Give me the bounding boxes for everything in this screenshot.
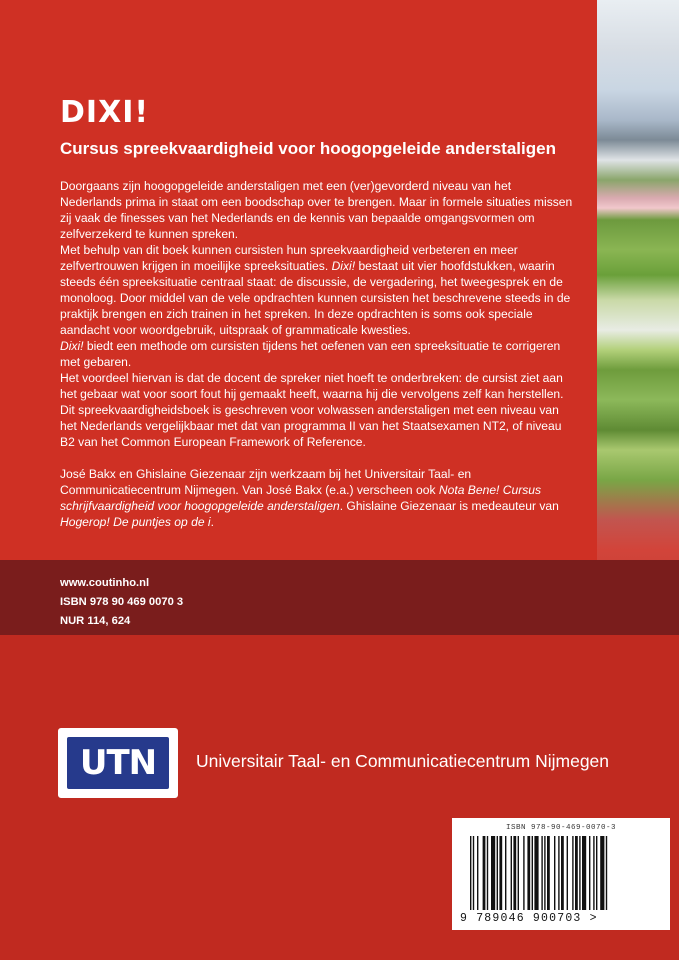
barcode-bar [606,836,607,910]
barcode-bar [582,836,586,910]
utn-logo-inner [67,737,169,789]
barcode-bar [558,836,559,910]
utn-logo-text: UTN [79,743,157,783]
utn-logo [58,728,178,798]
blurb-title-ref: Dixi! [331,259,356,273]
barcode-isbn: ISBN 978-90-469-0070-3 [505,824,617,832]
publication-meta [60,574,183,631]
barcode-bar [473,836,474,910]
barcode-bar [477,836,478,910]
publisher-website: www.coutinho.nl [60,577,150,589]
book-subtitle: Cursus spreekvaardigheid voor hoogopgeleide anderstaligen [60,139,556,158]
barcode-bar [523,836,524,910]
barcode-bar [505,836,506,910]
barcode-bars [470,836,656,910]
blurb-title-ref: Dixi! [60,339,84,353]
blurb-text: bestaat uit vier hoofdstukken, waarin steeds één spreeksituatie centraal staat: de discussie, de vergadering, het tweegesprek en de monoloog. Door middel van de vele opdrachten kunnen cursisten het beschrevene steeds in de praktijk brengen en zich trainen in het spreken. In deze opdrachten is soms ook speciale aandacht voor woordgebruik, uitspraak of grammaticale kwesties. [60,259,571,337]
blurb-paragraph: Dit spreekvaardigheidsboek is geschreven voor volwassen anderstaligen met een niveau van het Nederlands vergelijkbaar met dat van programma II van het Staatsexamen NT2, of niveau B2 van het Common European Framework of Reference. [60,403,562,449]
barcode-bar [541,836,542,910]
organization-name: Universitair Taal- en Communicatiecentrum Nijmegen [196,751,610,771]
barcode-bar [554,836,555,910]
barcode-bar [593,836,594,910]
barcode [452,818,670,930]
barcode-bar [518,836,519,910]
blurb-paragraph [60,242,576,338]
barcode-bar [470,836,471,910]
barcode-bar [491,836,495,910]
barcode-bar [497,836,498,910]
blurb-text: José Bakx en Ghislaine Giezenaar zijn werkzaam bij het Universitair Taal- en Communicatiecentrum Nijmegen. Van José Bakx (e.a.) verscheen ook [60,467,472,497]
nur-text: NUR 114, 624 [60,615,131,627]
barcode-bar [487,836,488,910]
barcode-bar [561,836,564,910]
barcode-bar [527,836,530,910]
barcode-bar [600,836,604,910]
blurb-title-ref: Hogerop! De puntjes op de i [60,515,211,529]
barcode-bar [513,836,516,910]
barcode-bar [567,836,568,910]
barcode-bar [547,836,550,910]
barcode-bar [589,836,590,910]
blurb-text: . Ghislaine Giezenaar is medeauteur van [339,499,559,513]
blurb-paragraph: Doorgaans zijn hoogopgeleide anderstaligen met een (ver)gevorderd niveau van het Nederlands prima in staat om een boodschap over te brengen. Maar in formele situaties missen zij vaak de finesses van het Nederlands en de kennis van bepaalde omgangsvormen om zelfverzekerd te kunnen spreken. [60,179,573,241]
barcode-bar [534,836,538,910]
barcode-bar [572,836,573,910]
blurb-text: Met behulp van dit boek kunnen cursisten hun spreekvaardigheid verbeteren en meer zelfvertrouwen krijgen in moeilijke spreeksituaties. [60,243,518,273]
book-title: DIXI! [60,95,150,130]
blurb-text: biedt een methode om cursisten tijdens het oefenen van een spreeksituatie te corrigeren met gebaren. [60,339,561,369]
barcode-bar [511,836,512,910]
blurb-title-ref: Nota Bene! Cursus schrijfvaardigheid voor hoogopgeleide anderstaligen [60,483,542,513]
blurb-paragraph [60,338,576,370]
author-paragraph [60,466,576,530]
barcode-bar [544,836,545,910]
barcode-bar [579,836,580,910]
blurb-text: . [210,515,214,529]
barcode-bar [596,836,597,910]
barcode-bar [575,836,578,910]
barcode-bar [532,836,533,910]
blurb-paragraph: Het voordeel hiervan is dat de docent de spreker niet hoeft te onderbreken: de cursist ziet aan het gebaar wat voor soort fout hij gemaakt heeft, waarna hij die vervolgens zelf kan herstellen. [60,371,564,401]
blurb [60,178,576,530]
barcode-digits: 9 789046 900703 > [460,912,598,925]
isbn-text: ISBN 978 90 469 0070 3 [60,596,184,608]
barcode-bar [499,836,502,910]
barcode-bar [483,836,486,910]
